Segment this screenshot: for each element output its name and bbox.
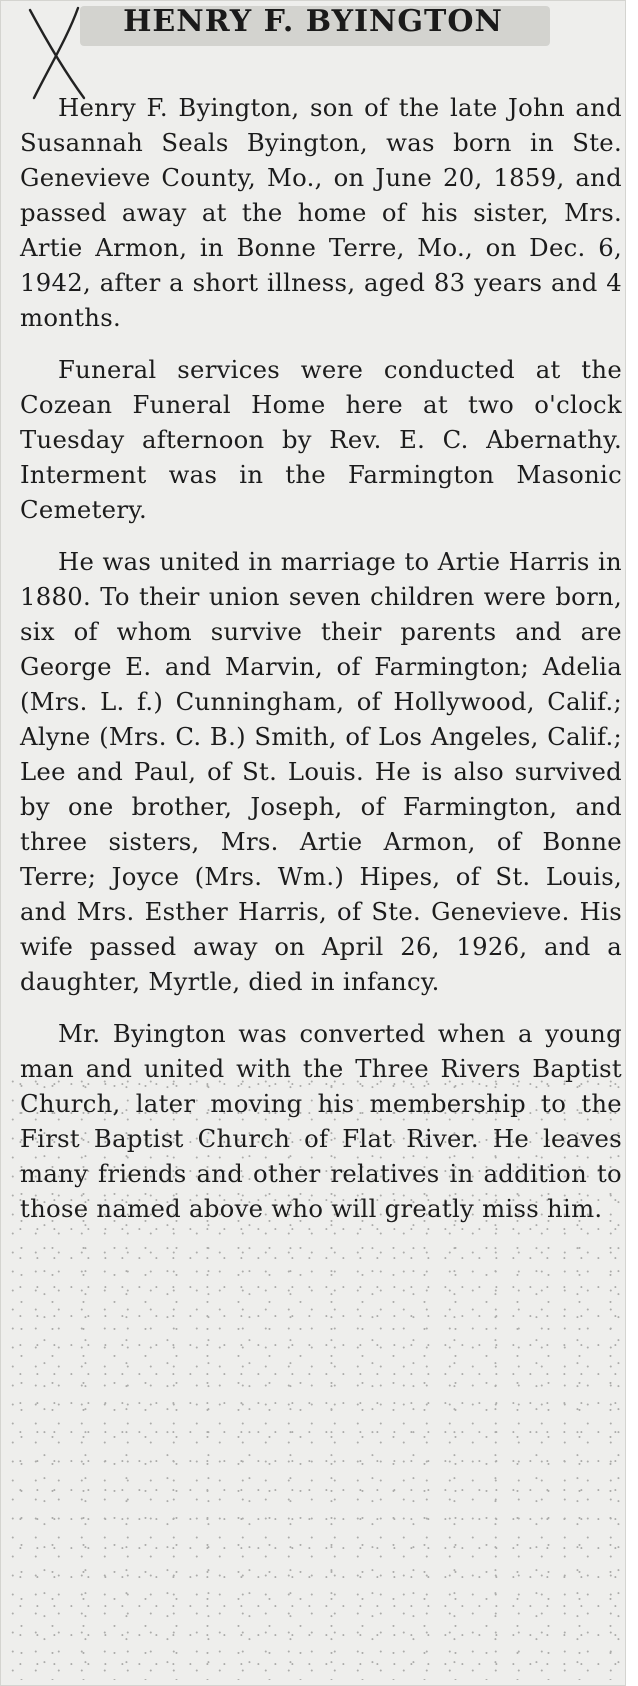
- headline-area: [0, 0, 626, 96]
- obituary-headline: HENRY F. BYINGTON: [123, 4, 503, 39]
- paragraph-birth-death: Henry F. Byington, son of the late John and Susannah Seals Byington, was born in Ste. Genevieve County, Mo., on June 20, 1859, and passed away at the home of his sister, Mrs. Artie Armon, in Bonne Terre, Mo., on Dec. 6, 1942, after a short illness, aged 83 years and 4 months.: [20, 93, 622, 332]
- scan-margin: [626, 0, 638, 1686]
- paragraph-church: Mr. Byington was converted when a young man and united with the Three Rivers Baptist Church, later moving his membership to the First Baptist Church of Flat River. He leaves many friends and other relatives in addition to those named above who will greatly miss him.: [20, 1019, 622, 1223]
- paragraph-family: He was united in marriage to Artie Harris in 1880. To their union seven children were born, six of whom survive their parents and are George E. and Marvin, of Farmington; Adelia (Mrs. L. f.) Cunningham, of Hollywood, Calif.; Alyne (Mrs. C. B.) Smith, of Los Angeles, Calif.; Lee and Paul, of St. Louis. He is also survived by one brother, Joseph, of Farmington, and three sisters, Mrs. Artie Armon, of Bonne Terre; Joyce (Mrs. Wm.) Hipes, of St. Louis, and Mrs. Esther Harris, of Ste. Genevieve. His wife passed away on April 26, 1926, and a daughter, Myrtle, died in infancy.: [20, 547, 622, 996]
- paragraph-funeral: Funeral services were conducted at the Cozean Funeral Home here at two o'clock Tuesday afternoon by Rev. E. C. Abernathy. Interment was in the Farmington Masonic Cemetery.: [20, 355, 622, 524]
- obituary-body: [20, 90, 622, 1226]
